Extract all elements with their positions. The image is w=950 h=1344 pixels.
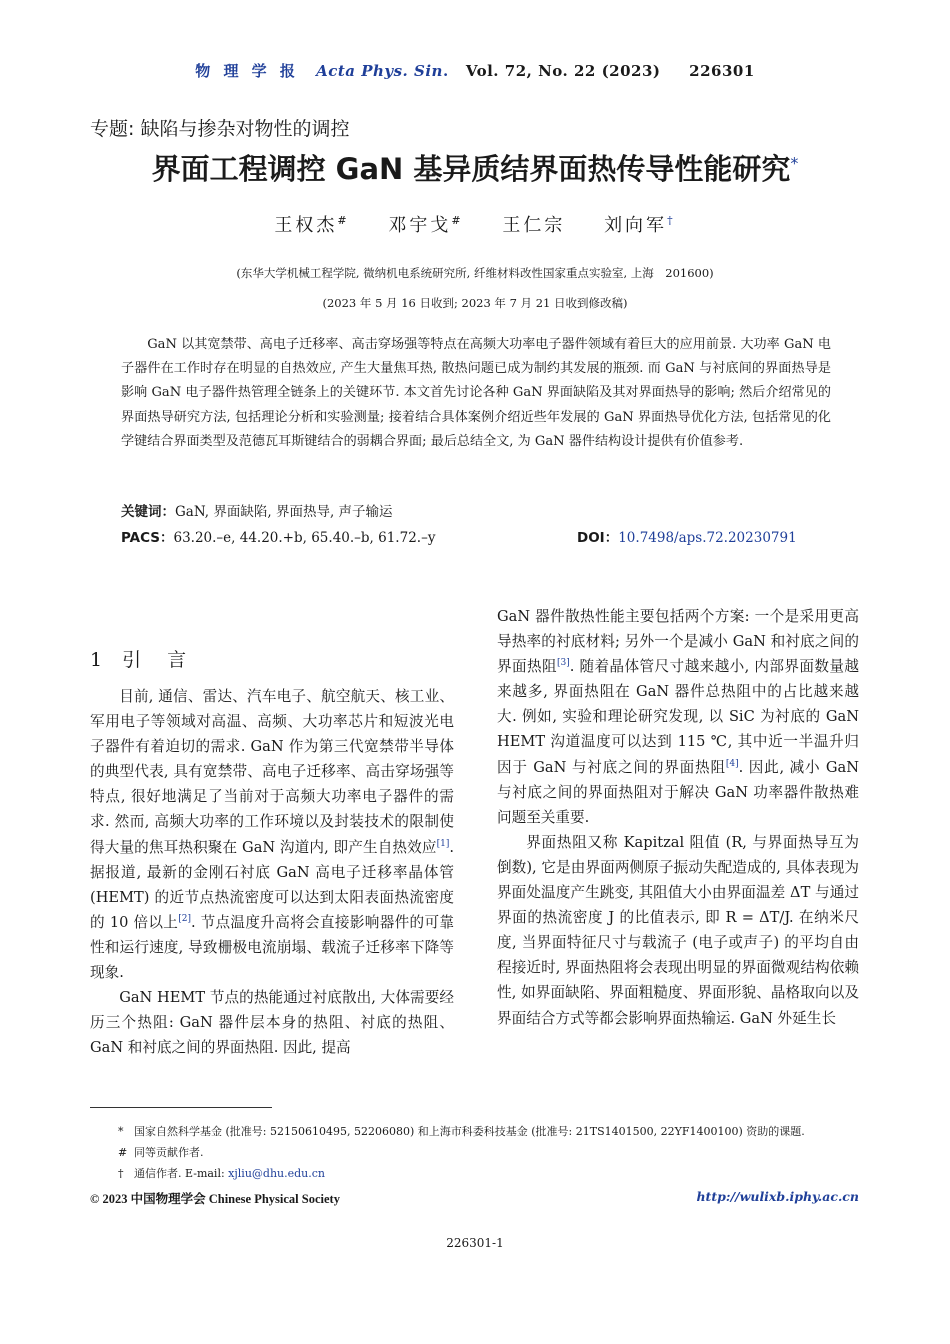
- author: [502, 215, 565, 236]
- doi-label: DOI：: [577, 530, 619, 546]
- author-name: 邓宇戈: [388, 215, 452, 236]
- section-heading: [90, 645, 212, 672]
- text-run: 目前, 通信、雷达、汽车电子、航空航天、核工业、军用电子等领域对高温、高频、大功率芯片和短波光电子器件有着迫切的需求. GaN 作为第三代宽禁带半导体的典型代表, 具有宽禁带、高电子迁移率、高击穿场强等特点, 很好地满足了当前对于高频大功率电子器件的需求. 然而, 高频大功率的工作环境以及封装技术的限制使得大量的焦耳热积聚在 GaN 沟道内, 即产生自热效应: [90, 688, 454, 856]
- pacs-value: 63.20.–e, 44.20.+b, 65.40.–b, 61.72.–y: [173, 530, 436, 546]
- left-column: [90, 684, 454, 1060]
- author: [604, 215, 676, 236]
- journal-name-cn: 物 理 学 报: [195, 62, 299, 80]
- copyright: © 2023 中国物理学会 Chinese Physical Society: [90, 1192, 340, 1206]
- special-topic: 专题: 缺陷与掺杂对物性的调控: [90, 118, 350, 140]
- pacs-label: PACS：: [121, 530, 174, 546]
- running-header: [0, 60, 950, 81]
- article-number: 226301: [689, 62, 755, 80]
- doi: [577, 526, 797, 546]
- author: [388, 215, 463, 236]
- paragraph: GaN HEMT 节点的热能通过衬底散出, 大体需要经历三个热阻: GaN 器件层本身的热阻、衬底的热阻、GaN 和衬底之间的界面热阻. 因此, 提高: [90, 989, 454, 1057]
- paragraph: 界面热阻又称 Kapitzal 阻值 (R, 与界面热导互为倒数), 它是由界面两侧原子振动失配造成的, 具体表现为界面处温度产生跳变, 其阻值大小由界面温差 ΔT 与通过界面的热流密度 J 的比值表示, 即 R = ΔT/J. 在纳米尺度, 当界面特征尺寸与载流子 (电子或声子) 的平均自由程接近时, 界面热阻将会表现出明显的界面微观结构依赖性, 如界面缺陷、界面粗糙度、界面形貌、晶格取向以及界面结合方式等都会影响界面热输运. GaN 外延生长: [497, 833, 859, 1027]
- footnote-text: 同等贡献作者.: [134, 1146, 204, 1159]
- author: [274, 215, 349, 236]
- author-mark: †: [667, 214, 676, 227]
- citation-link[interactable]: [1]: [436, 838, 450, 849]
- footnote-mark: #: [118, 1146, 128, 1159]
- footnote-mark: *: [118, 1125, 124, 1138]
- text-run: . 随着晶体管尺寸越来越小, 内部界面数量越来越多, 界面热阻在 GaN 器件总热阻中的占比越来越大. 例如, 实验和理论研究发现, 以 SiC 为衬底的 GaN HEMT 沟道温度可以达到 115 ℃, 其中近一半温升归因于 GaN 与衬底之间的界面热阻: [497, 658, 859, 776]
- section-title: 引言: [122, 649, 213, 671]
- pacs: [121, 526, 435, 546]
- abstract: GaN 以其宽禁带、高电子迁移率、高击穿场强等特点在高频大功率电子器件领域有着巨大的应用前景. 大功率 GaN 电子器件在工作时存在明显的自热效应, 产生大量焦耳热, 散热问题已成为制约其发展的瓶颈. 而 GaN 与衬底间的界面热导是影响 GaN 电子器件热管理全链条上的关键环节. 本文首先讨论各种 GaN 界面缺陷及其对界面热导的影响; 然后介绍常见的界面热导研究方法, 包括理论分析和实验测量; 接着结合具体案例介绍近些年发展的 GaN 界面热导优化方法, 包括常见的化学键结合界面类型及范德瓦耳斯键结合的弱耦合界面; 最后总结全文, 为 GaN 器件结构设计提供有价值参考.: [121, 337, 831, 449]
- footnote-text: 通信作者. E-mail:: [134, 1167, 229, 1180]
- author-name: 刘向军: [604, 215, 668, 236]
- author-name: 王权杰: [274, 215, 338, 236]
- author-mark: #: [337, 214, 350, 227]
- footnote-equal-contribution: [118, 1144, 204, 1160]
- received-dates: (2023 年 5 月 16 日收到; 2023 年 7 月 21 日收到修改稿): [322, 296, 628, 310]
- text-run: . 节点温度升高将会直接影响器件的可靠性和运行速度, 导致栅极电流崩塌、载流子迁移率下降等现象.: [90, 913, 454, 982]
- author-list: [0, 211, 950, 237]
- website-link[interactable]: http://wulixb.iphy.ac.cn: [696, 1189, 859, 1204]
- title-footnote-mark: *: [790, 153, 799, 173]
- footnote-mark: †: [118, 1167, 124, 1180]
- section-number: 1: [90, 649, 105, 671]
- author-name: 王仁宗: [502, 215, 566, 236]
- footnote-funding: [118, 1123, 805, 1139]
- citation-link[interactable]: [4]: [725, 758, 739, 769]
- citation-link[interactable]: [3]: [557, 658, 570, 669]
- citation-link[interactable]: [2]: [178, 913, 191, 924]
- doi-link[interactable]: 10.7498/aps.72.20230791: [618, 530, 797, 546]
- keywords: [121, 500, 393, 520]
- journal-dot: .: [442, 62, 449, 80]
- keywords-label: 关键词：: [121, 504, 175, 520]
- affiliation: (东华大学机械工程学院, 微纳机电系统研究所, 纤维材料改性国家重点实验室, 上海 201600): [236, 266, 714, 280]
- footnote-corresponding: [118, 1165, 325, 1181]
- journal-name-en: Acta Phys. Sin: [316, 62, 443, 80]
- footnote-divider: [90, 1107, 272, 1108]
- title-text: 界面工程调控 GaN 基异质结界面热传导性能研究: [151, 152, 791, 186]
- footnote-text: 国家自然科学基金 (批准号: 52150610495, 52206080) 和上海市科委科技基金 (批准号: 21TS1401500, 22YF1400100) 资助的课题.: [134, 1125, 805, 1138]
- text-run: GaN 器件散热性能主要包括两个方案: 一个是采用更高导热率的衬底材料; 另外一个是减小 GaN 和衬底之间的界面热阻: [497, 608, 859, 676]
- page-title: [0, 147, 950, 188]
- page-number: 226301-1: [446, 1236, 504, 1250]
- author-mark: #: [451, 214, 464, 227]
- text-run: . 因此, 减小 GaN 与衬底之间的界面热阻对于解决 GaN 功率器件散热难问题至关重要.: [497, 758, 859, 826]
- email-link[interactable]: xjliu@dhu.edu.cn: [228, 1167, 325, 1180]
- paragraph: [90, 684, 454, 985]
- paragraph: [497, 604, 859, 830]
- keywords-value: GaN, 界面缺陷, 界面热导, 声子输运: [175, 504, 393, 520]
- text-run: . 据报道, 最新的金刚石衬底 GaN 高电子迁移率晶体管 (HEMT) 的近节点热流密度可以达到太阳表面热流密度的 10 倍以上: [90, 838, 454, 931]
- right-column: [497, 604, 859, 1031]
- volume-issue: Vol. 72, No. 22 (2023): [465, 62, 661, 80]
